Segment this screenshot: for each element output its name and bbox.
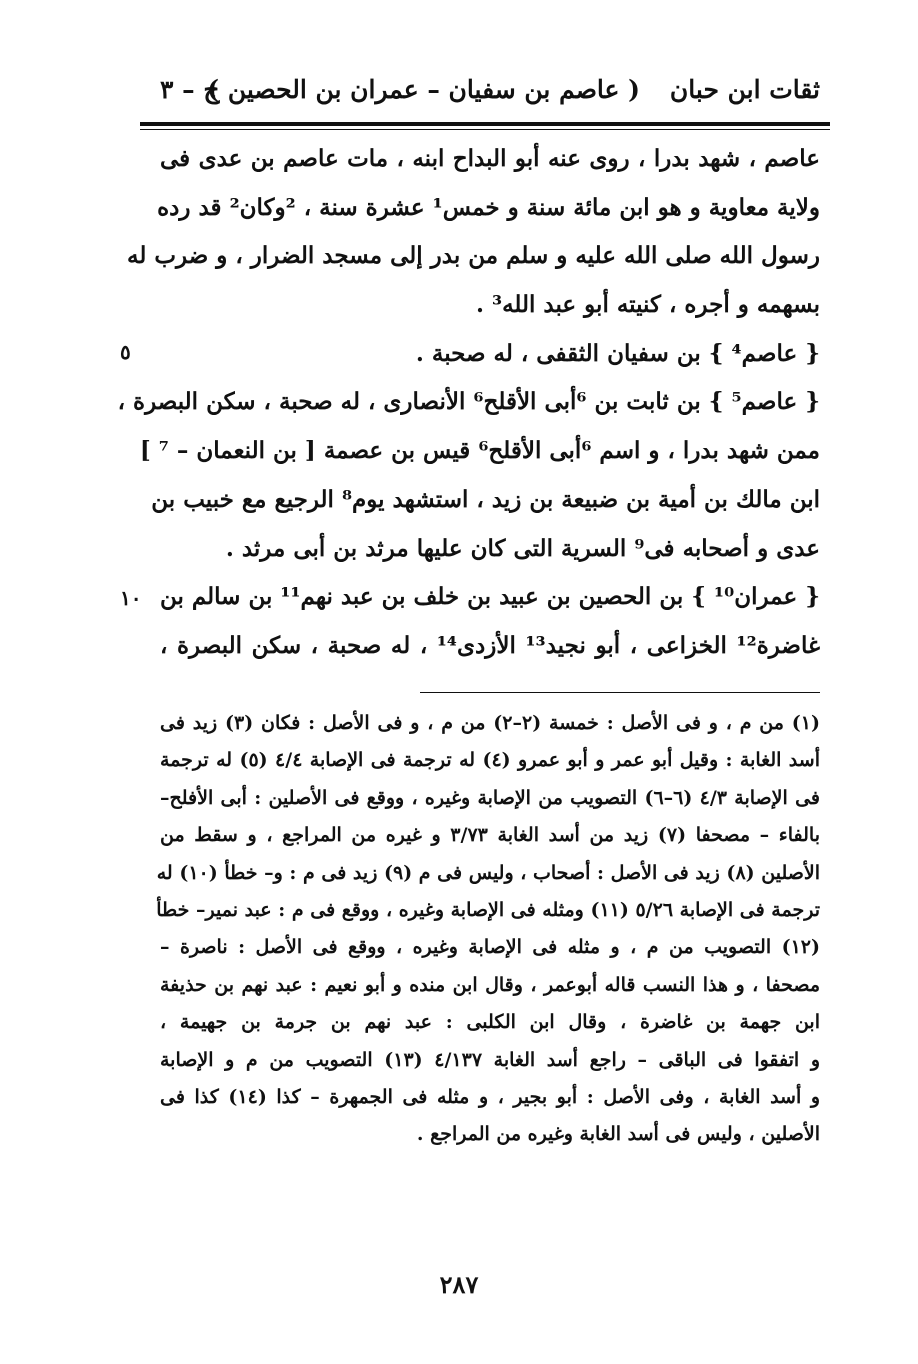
footnote-line: أسد الغابة : وقيل أبو عمر و أبو عمرو (٤) له ترجمة فى الإصابة ٤/٤ (٥) له ترجمة [160, 749, 820, 772]
footnote-line: (١٢) التصويب من م ، و مثله فى الإصابة وغيره ، ووقع فى الأصل : ناصرة – [160, 936, 820, 959]
footnote-line: الأصلين (٨) زيد فى الأصل : أصحاب ، وليس فى م (٩) زيد فى م : و– خطأ (١٠) له [156, 861, 820, 884]
line-number-10: ١٠ [120, 586, 142, 610]
header-rule-thick [140, 122, 830, 126]
chapter-range: ( عاصم بن سفيان – عمران بن الحصين ) [207, 75, 640, 104]
footnote-line: بالفاء – مصحفا (٧) زيد من أسد الغابة ٣/٧٣ و غيره من المراجع ، و سقط من [160, 824, 821, 847]
footnote-line: مصحفا ، و هذا النسب قاله أبوعمر ، وقال ابن منده و أبو نعيم : عبد نهم بن حذيفة [160, 973, 820, 996]
running-header [160, 70, 820, 110]
book-title: ثقات ابن حبان [669, 75, 820, 104]
text-line: ابن مالك بن أمية بن ضبيعة بن زيد ، استشهد يوم⁸ الرجيع مع خبيب بن [151, 485, 820, 513]
footnotes [156, 705, 821, 1154]
text-line: عاصم ، شهد بدرا ، روى عنه أبو البداح ابنه ، مات عاصم بن عدى فى [160, 145, 820, 172]
text-line: رسول الله صلى الله عليه و سلم من بدر إلى مسجد الضرار ، و ضرب له [127, 242, 820, 270]
footnote-line: ترجمة فى الإصابة ٥/٢٦ (١١) ومثله فى الإصابة وغيره ، ووقع فى م : عبد نمير– خطأ [156, 898, 820, 921]
footnote-line: ابن جهمة بن غاضرة ، وقال ابن الكلبى : عبد نهم بن جرمة بن جهيمة ، [160, 1011, 820, 1034]
text-line: ولاية معاوية و هو ابن مائة سنة و خمس¹ عشرة سنة ، ²وكان² قد رده [157, 193, 820, 221]
text-line: عدى و أصحابه فى⁹ السرية التى كان عليها مرثد بن أبى مرثد . [225, 534, 820, 562]
text-line: بسهمه و أجره ، كنيته أبو عبد الله³ . [475, 291, 820, 319]
header-rule-thin [140, 129, 830, 130]
footnote-line: و أسد الغابة ، وفى الأصل : أبو بجير ، و مثله فى الجمهرة – كذا (١٤) كذا فى [160, 1085, 821, 1108]
volume-number: ج – ٣ [160, 75, 220, 104]
text-line: { عاصم⁵ } بن ثابت بن ⁶أبى الأقلح⁶ الأنصارى ، له صحبة ، سكن البصرة ، [117, 388, 820, 416]
line-number-5: ٥ [120, 340, 131, 364]
text-line: { عاصم⁴ } بن سفيان الثقفى ، له صحبة . [415, 339, 820, 367]
footnote-line: فى الإصابة ٤/٣ (٦–٦) التصويب من الإصابة وغيره ، ووقع فى الأصلين : أبى الأفلح– [160, 786, 820, 809]
footnote-line: (١) من م ، و فى الأصل : خمسة (٢–٢) من م ، و فى الأصل : فكان (٣) زيد فى [160, 712, 820, 734]
footnote-line: و اتفقوا فى الباقى – راجع أسد الغابة ٤/١٣٧ (١٣) التصويب من م و الإصابة [160, 1048, 820, 1071]
text-line: غاضرة¹² الخزاعى ، أبو نجيد¹³ الأزدى¹⁴ ، له صحبة ، سكن البصرة ، [160, 631, 820, 659]
text-line: ممن شهد بدرا ، و اسم ⁶أبى الأقلح⁶ قيس بن عصمة [ بن النعمان – ⁷ ] [139, 437, 820, 465]
page-number: ٢٨٧ [439, 1270, 479, 1299]
footnote-line: الأصلين ، وليس فى أسد الغابة وغيره من المراجع . [416, 1123, 820, 1146]
text-line: { عمران¹⁰ } بن الحصين بن عبيد بن خلف بن عبد نهم¹¹ بن سالم بن [159, 583, 820, 611]
footnote-separator [420, 692, 820, 693]
